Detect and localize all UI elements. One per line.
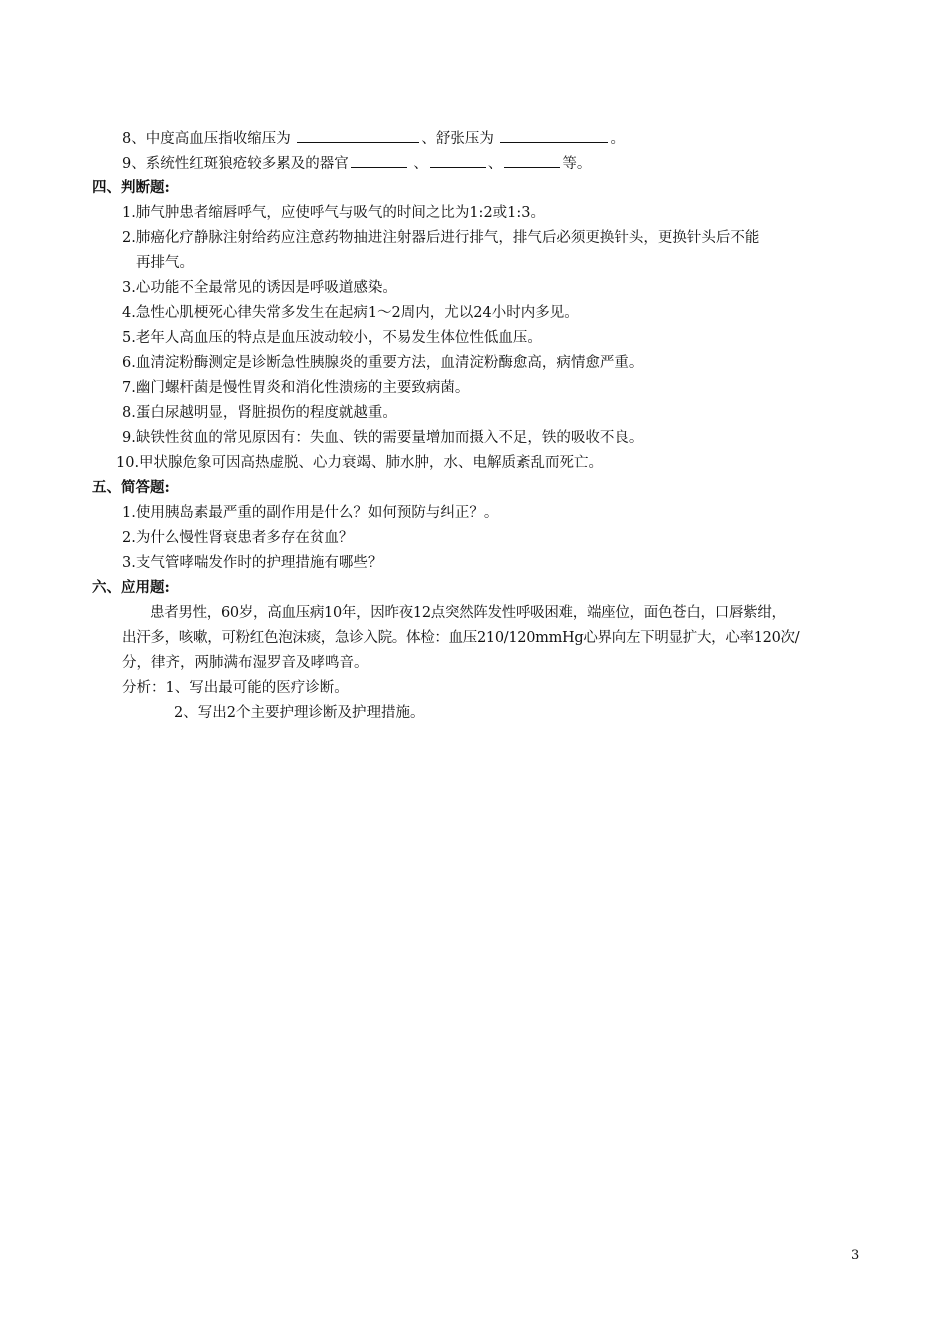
page-number: 3 (851, 1248, 860, 1263)
judge-item-continuation: 再排气。 (136, 255, 194, 271)
q9-text-a: 9、系统性红斑狼疮较多累及的器官 (122, 156, 349, 172)
short-answer-item: 3.支气管哮喘发作时的护理措施有哪些？ (122, 555, 383, 571)
judge-item: 4.急性心肌梗死心律失常多发生在起病1～2周内，尤以24小时内多见。 (122, 305, 579, 321)
q9-blank-2 (430, 153, 486, 168)
q8-blank-diastolic (500, 128, 608, 143)
judge-item: 6.血清淀粉酶测定是诊断急性胰腺炎的重要方法，血清淀粉酶愈高，病情愈严重。 (122, 355, 644, 371)
short-answer-item: 2.为什么慢性肾衰患者多存在贫血？ (122, 530, 354, 546)
judge-item: 7.幽门螺杆菌是慢性胃炎和消化性溃疡的主要致病菌。 (122, 380, 470, 396)
analysis-line: 分析：1、写出最可能的医疗诊断。 (122, 680, 349, 696)
case-description-line: 分，律齐，两肺满布湿罗音及哮鸣音。 (122, 655, 369, 671)
short-answer-item: 1.使用胰岛素最严重的副作用是什么？如何预防与纠正？。 (122, 505, 499, 521)
judge-item: 3.心功能不全最常见的诱因是呼吸道感染。 (122, 280, 397, 296)
judge-item: 10.甲状腺危象可因高热虚脱、心力衰竭、肺水肿，水、电解质紊乱而死亡。 (116, 455, 604, 471)
q8-blank-systolic (297, 128, 419, 143)
section-heading-application: 六、应用题: (92, 579, 170, 596)
case-description-line: 患者男性，60岁，高血压病10年，因昨夜12点突然阵发性呼吸困难，端座位，面色苍白，口唇紫绀， (150, 605, 786, 621)
judge-item: 1.肺气肿患者缩唇呼气，应使呼气与吸气的时间之比为1:2或1:3。 (122, 205, 546, 221)
q8-text-c: 。 (610, 131, 625, 147)
case-description-line: 出汗多，咳嗽，可粉红色泡沫痰，急诊入院。体检：血压210/120mmHg心界向左下明显扩大，心率120次/ (122, 630, 800, 646)
q9-text-b: 、 (408, 156, 428, 172)
q9-blank-1 (351, 153, 407, 168)
q9-text-d: 等。 (562, 156, 592, 172)
judge-item: 9.缺铁性贫血的常见原因有：失血、铁的需要量增加而摄入不足，铁的吸收不良。 (122, 430, 644, 446)
q9-text-c: 、 (487, 156, 503, 172)
section-heading-judge: 四、判断题: (92, 179, 170, 196)
section-heading-short-answer: 五、简答题: (92, 479, 170, 496)
judge-item: 8.蛋白尿越明显，肾脏损伤的程度就越重。 (122, 405, 397, 421)
analysis-line: 2、写出2个主要护理诊断及护理措施。 (174, 705, 425, 721)
q9-blank-3 (504, 153, 560, 168)
fill-in-question-9 (122, 153, 591, 174)
judge-item: 2.肺癌化疗静脉注射给药应注意药物抽进注射器后进行排气，排气后必须更换针头，更换针头后不能 (122, 230, 760, 246)
q8-text-b: 、舒张压为 (421, 131, 499, 147)
q8-text-a: 8、中度高血压指收缩压为 (122, 131, 296, 147)
fill-in-question-8 (122, 128, 625, 149)
judge-item: 5.老年人高血压的特点是血压波动较小，不易发生体位性低血压。 (122, 330, 542, 346)
